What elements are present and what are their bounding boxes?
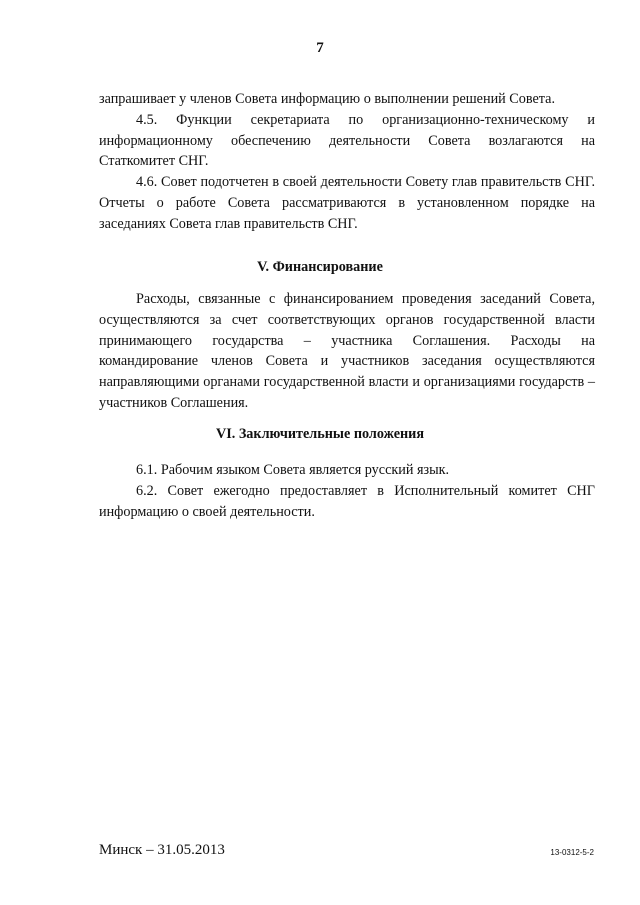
footer-place-date: Минск – 31.05.2013 [99, 842, 225, 858]
paragraph-4-6: 4.6. Совет подотчетен в своей деятельности Совету глав правительств СНГ. Отчеты о работе Совета рассматриваются в установленном порядке на заседаниях Совета глав правительств СНГ. [99, 174, 595, 232]
footer-document-code: 13-0312-5-2 [550, 848, 594, 857]
section-4-continuation [99, 89, 595, 235]
paragraph-financing: Расходы, связанные с финансированием проведения заседаний Совета, осуществляются за счет соответствующих органов государственной власти принимающего государства – участника Соглашения. Расходы на командирование членов Совета и участников заседания осуществляются направляющими органами государственной власти и организациями государств – участников Соглашения. [99, 291, 595, 411]
section-6-heading: VI. Заключительные положения [215, 426, 425, 442]
section-5-heading: V. Финансирование [257, 259, 383, 275]
paragraph-6-2: 6.2. Совет ежегодно предоставляет в Исполнительный комитет СНГ информацию о своей деятельности. [99, 482, 595, 520]
paragraph-6-1: 6.1. Рабочим языком Совета является русский язык. [136, 462, 450, 478]
page-number: 7 [316, 40, 324, 56]
paragraph-4-4-end: запрашивает у членов Совета информацию о выполнении решений Совета. [99, 91, 555, 107]
section-6-body [99, 460, 595, 522]
section-5-body [99, 289, 595, 414]
paragraph-4-5: 4.5. Функции секретариата по организационно-техническому и информационному обеспечению деятельности Совета возлагаются на Статкомитет СНГ. [99, 111, 595, 170]
